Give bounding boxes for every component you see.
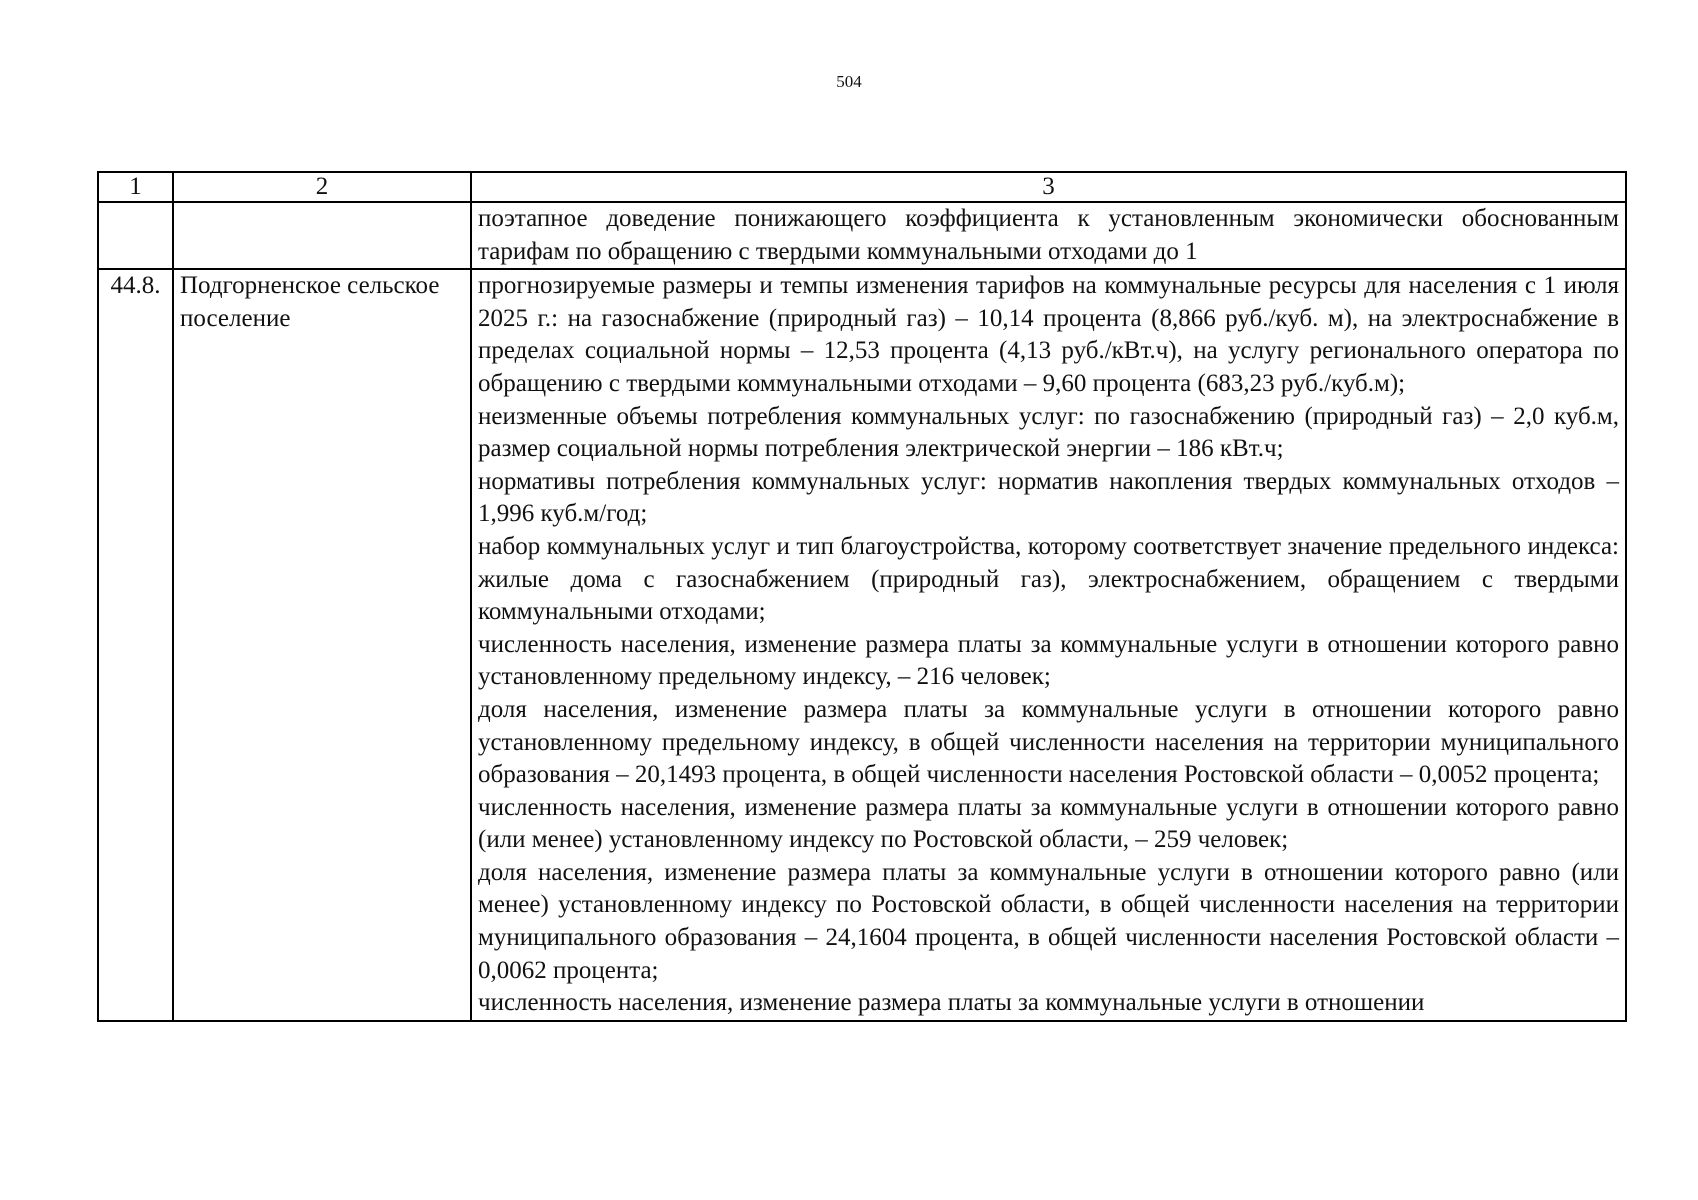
content-cell [471,202,1626,269]
content-paragraph: численность населения, изменение размера платы за коммунальные услуги в отношении которого равно (или менее) установленному индексу по Ростовской области, – 259 человек; [478,793,1619,854]
table-row [98,269,1626,1021]
table-header-row [98,172,1626,202]
settlement-name-cell: Подгорненское сельское поселение [173,269,471,1021]
table-row [98,202,1626,269]
content-paragraph: поэтапное доведение понижающего коэффициента к установленным экономически обоснованным тарифам по обращению с твердыми коммунальными отходами до 1 [478,205,1619,265]
content-cell [471,269,1626,1021]
content-paragraph: прогнозируемые размеры и темпы изменения тарифов на коммунальные ресурсы для населения с 1 июля 2025 г.: на газоснабжение (природный газ) – 10,14 процента (8,866 руб./куб. м), на электроснабжение в пределах социальной нормы – 12,53 процента (4,13 руб./кВт.ч), на услугу регионального оператора по обращению с твердыми коммунальными отходами – 9,60 процента (683,23 руб./куб.м); [478,272,1619,397]
row-number-cell: 44.8. [98,269,173,1021]
column-header-2: 2 [173,172,471,202]
content-paragraph: нормативы потребления коммунальных услуг: норматив накопления твердых коммунальных отходов – 1,996 куб.м/год; [478,467,1619,528]
page-number: 504 [836,72,862,91]
content-paragraph: численность населения, изменение размера платы за коммунальные услуги в отношении которого равно установленному предельному индексу, – 216 человек; [478,630,1619,691]
data-table [97,171,1627,1022]
content-paragraph: численность населения, изменение размера платы за коммунальные услуги в отношении [478,989,1425,1017]
settlement-name-cell [173,202,471,269]
content-paragraph: неизменные объемы потребления коммунальных услуг: по газоснабжению (природный газ) – 2,0 куб.м, размер социальной нормы потребления электрической энергии – 186 кВт.ч; [478,402,1619,463]
column-header-3: 3 [471,172,1626,202]
content-paragraph: доля населения, изменение размера платы за коммунальные услуги в отношении которого равно (или менее) установленному индексу по Ростовской области, в общей численности населения на территории муниципального образования – 24,1604 процента, в общей численности населения Ростовской области – 0,0062 процента; [478,858,1619,984]
row-number-cell [98,202,173,269]
column-header-1: 1 [98,172,173,202]
content-paragraph: набор коммунальных услуг и тип благоустройства, которому соответствует значение предельного индекса: жилые дома с газоснабжением (природный газ), электроснабжением, обращением с твердыми коммунальными отходами; [478,532,1619,626]
content-paragraph: доля населения, изменение размера платы за коммунальные услуги в отношении которого равно установленному предельному индексу, в общей численности населения на территории муниципального образования – 20,1493 процента, в общей численности населения Ростовской области – 0,0052 процента; [478,695,1619,789]
